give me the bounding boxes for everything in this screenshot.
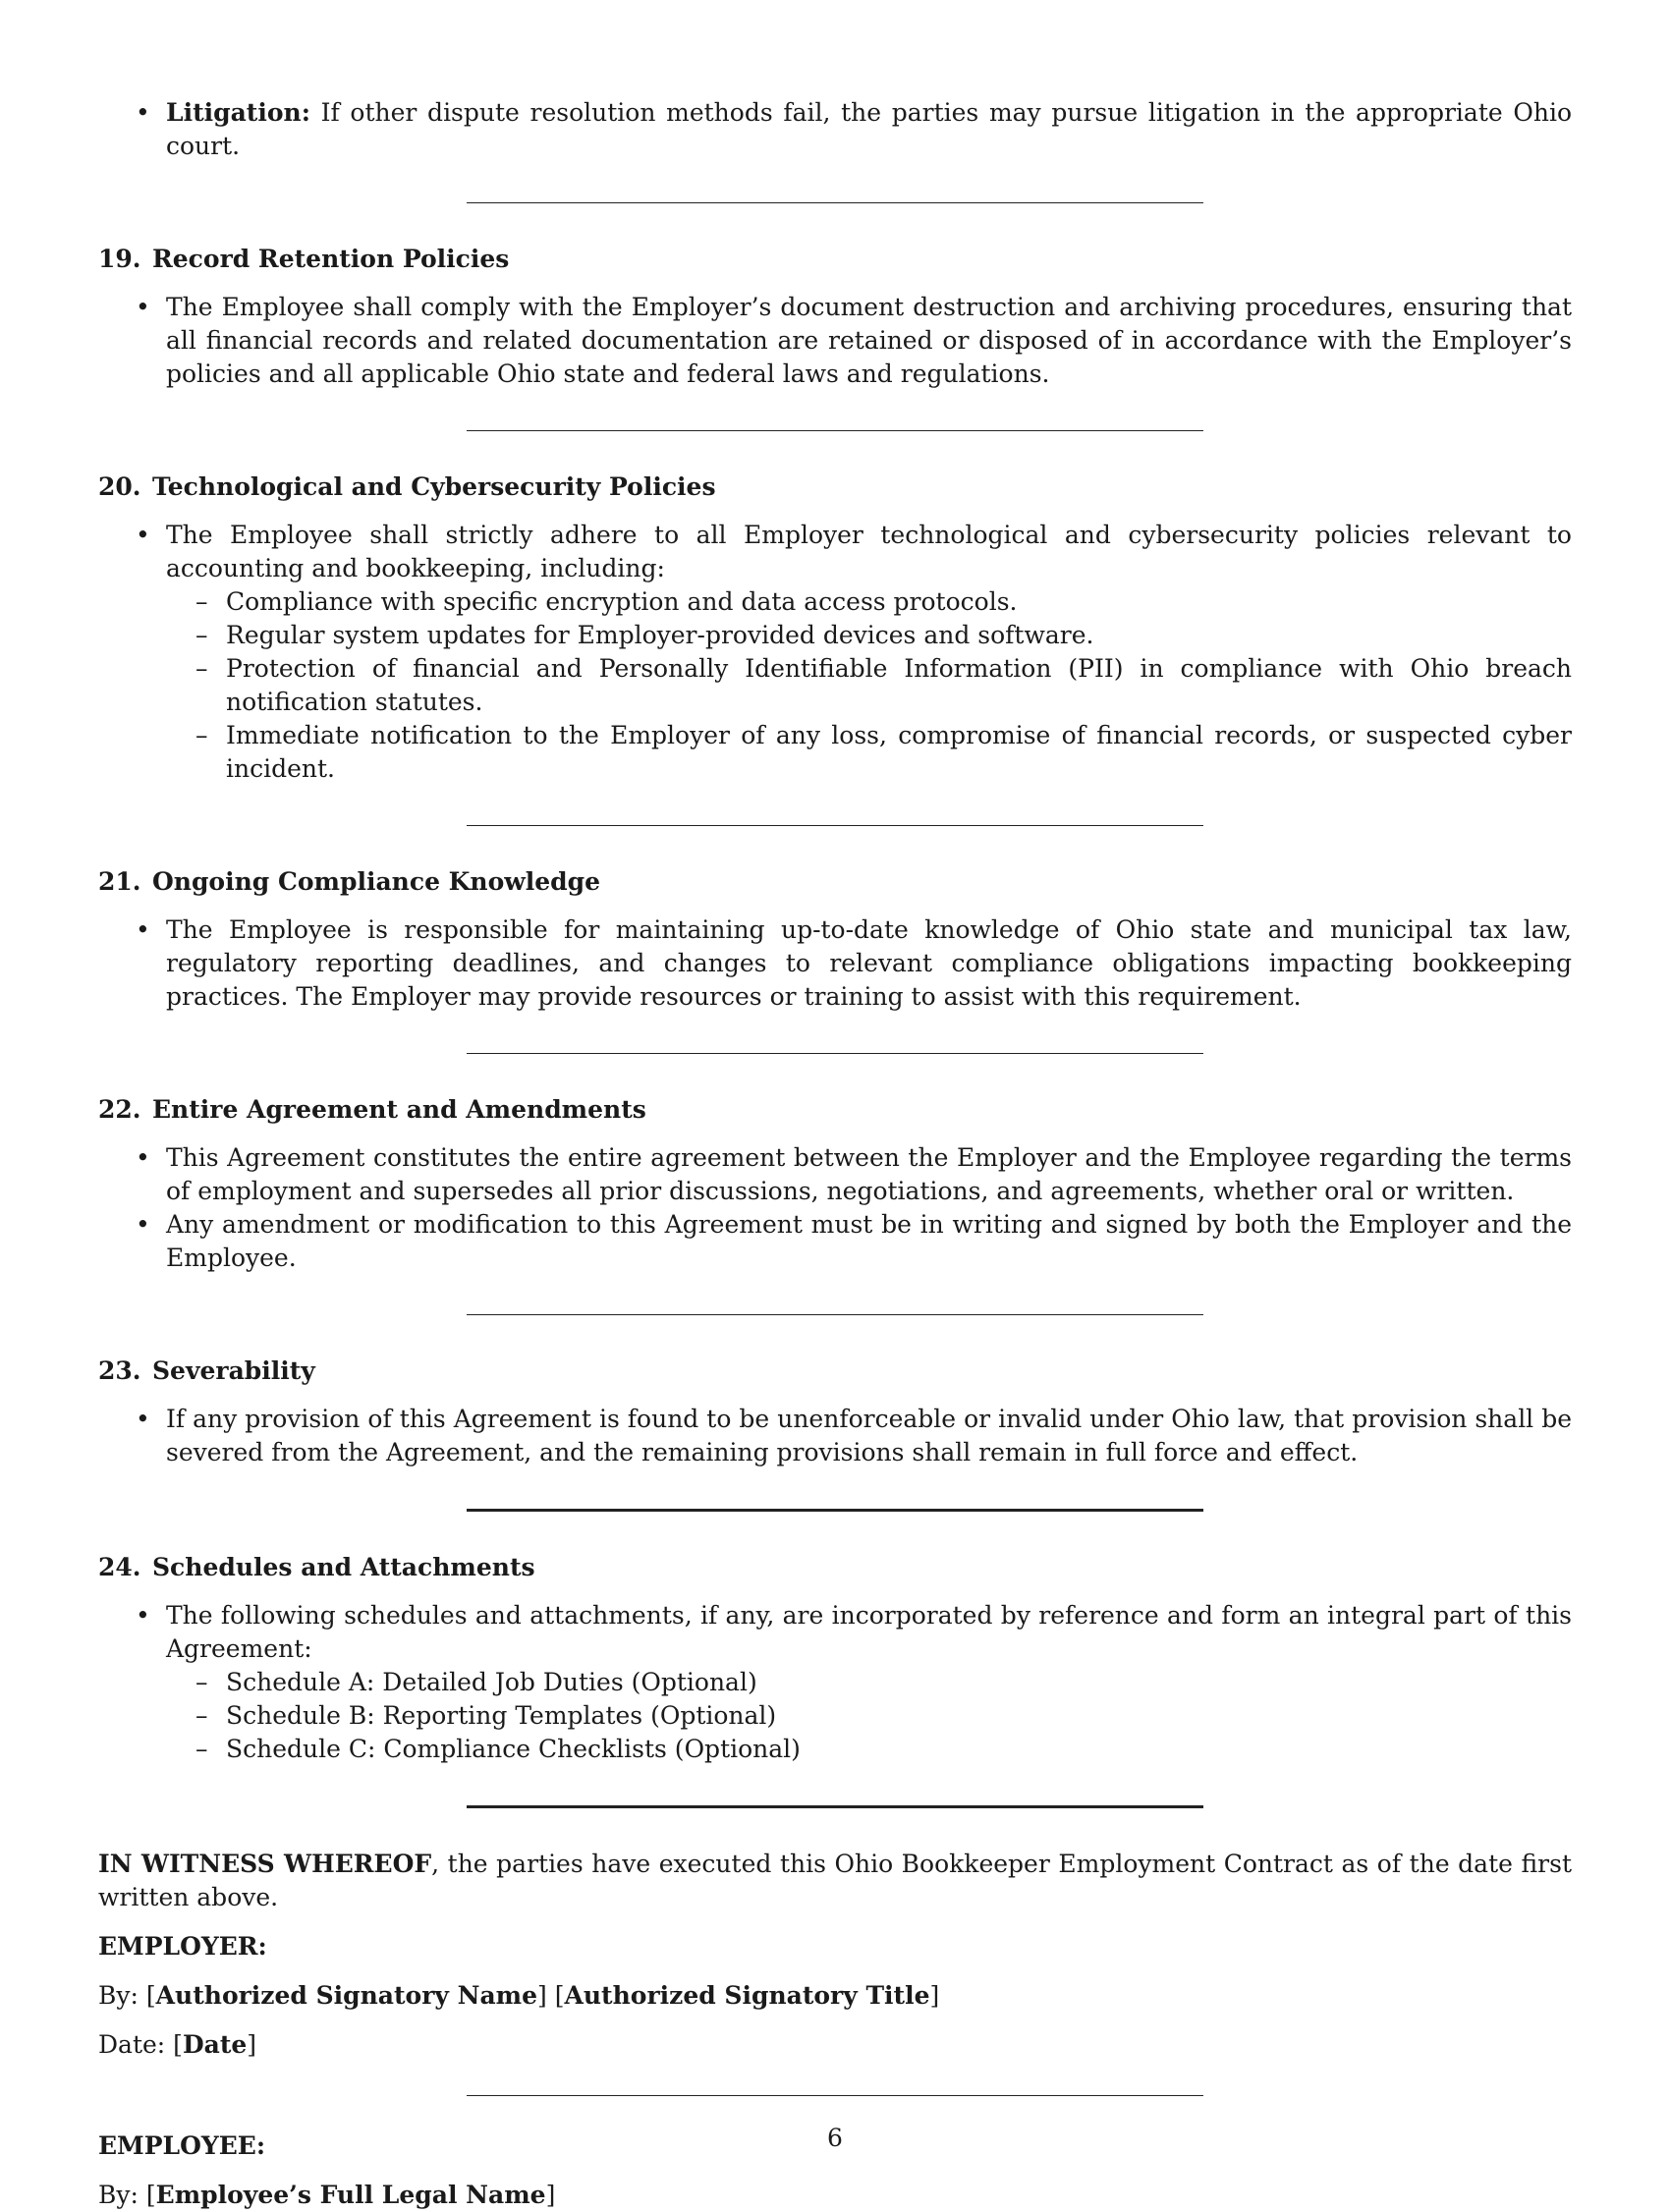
section-20 xyxy=(98,470,1572,786)
section-divider xyxy=(467,430,1203,431)
employee-label: EMPLOYEE: xyxy=(98,2131,266,2160)
list-item-text: The following schedules and attachments, if any, are incorporated by reference and form an integral part of this Agreement: xyxy=(166,1601,1572,1663)
section-number: 22. xyxy=(98,1095,141,1124)
section-22-list xyxy=(98,1141,1572,1275)
sub-list-item: – Schedule B: Reporting Templates (Optional) xyxy=(166,1699,1572,1733)
section-title: Record Retention Policies xyxy=(152,245,510,273)
employer-date-line: Date: [Date] xyxy=(98,2030,257,2059)
witness-text: , the parties have executed this Ohio Bookkeeper Employment Contract as of the date first written above. xyxy=(98,1850,1572,1911)
section-heading xyxy=(98,1551,1572,1584)
employee-signatory-line: By: [Employee’s Full Legal Name] xyxy=(98,2181,556,2209)
sub-list-item: – Schedule C: Compliance Checklists (Optional) xyxy=(166,1733,1572,1766)
contract-page xyxy=(98,96,1572,2212)
employer-by-prefix: By: xyxy=(98,1981,146,2010)
list-item xyxy=(98,519,1572,786)
section-20-list xyxy=(98,519,1572,786)
litigation-label: Litigation: xyxy=(166,98,310,127)
witness-clause xyxy=(98,1848,1572,1914)
sub-list-item: – Immediate notification to the Employer of any loss, compromise of financial records, or suspected cyber incident. xyxy=(166,719,1572,786)
employer-name-placeholder: Authorized Signatory Name xyxy=(155,1981,538,2010)
signature-divider xyxy=(467,2095,1203,2096)
section-heading xyxy=(98,1093,1572,1127)
section-number: 23. xyxy=(98,1356,141,1385)
list-item: • The Employee is responsible for maintaining up-to-date knowledge of Ohio state and municipal tax law, regulatory reporting deadlines, and changes to relevant compliance obligations impacting bookkeeping practices. The Employer may provide resources or training to assist with this requirement. xyxy=(98,913,1572,1014)
section-number: 21. xyxy=(98,867,141,896)
section-divider xyxy=(467,825,1203,826)
section-heading xyxy=(98,470,1572,504)
section-heading xyxy=(98,865,1572,899)
section-divider xyxy=(467,1805,1203,1808)
section-21-list xyxy=(98,913,1572,1014)
employee-name-placeholder: Employee’s Full Legal Name xyxy=(155,2181,546,2209)
section-24 xyxy=(98,1551,1572,1766)
employer-date-prefix: Date: xyxy=(98,2030,174,2059)
list-item: • This Agreement constitutes the entire agreement between the Employer and the Employee regarding the terms of employment and supersedes all prior discussions, negotiations, and agreements, whether oral or written. xyxy=(98,1141,1572,1208)
section-title: Entire Agreement and Amendments xyxy=(152,1095,646,1124)
sub-list-item: – Regular system updates for Employer-provided devices and software. xyxy=(166,619,1572,652)
section-23 xyxy=(98,1355,1572,1469)
witness-lead: IN WITNESS WHEREOF xyxy=(98,1850,432,1878)
list-item: • If any provision of this Agreement is found to be unenforceable or invalid under Ohio law, that provision shall be severed from the Agreement, and the remaining provisions shall remain in full force and effect. xyxy=(98,1403,1572,1469)
sub-list-item: – Protection of financial and Personally Identifiable Information (PII) in compliance with Ohio breach notification statutes. xyxy=(166,652,1572,719)
list-item-text: The Employee shall strictly adhere to all Employer technological and cybersecurity policies relevant to accounting and bookkeeping, including: xyxy=(166,521,1572,582)
section-divider xyxy=(467,202,1203,203)
list-item: • Any amendment or modification to this Agreement must be in writing and signed by both the Employer and the Employee. xyxy=(98,1208,1572,1275)
section-divider xyxy=(467,1314,1203,1315)
employer-signatory-line: By: [Authorized Signatory Name] [Authorized Signatory Title] xyxy=(98,1981,940,2010)
litigation-text: If other dispute resolution methods fail, the parties may pursue litigation in the appropriate Ohio court. xyxy=(166,98,1572,160)
employer-title-placeholder: Authorized Signatory Title xyxy=(564,1981,930,2010)
section-heading xyxy=(98,1355,1572,1388)
section-title: Severability xyxy=(152,1356,315,1385)
section-22 xyxy=(98,1093,1572,1275)
section-title: Technological and Cybersecurity Policies xyxy=(152,472,716,501)
sub-list-item: – Compliance with specific encryption and data access protocols. xyxy=(166,585,1572,619)
employer-label: EMPLOYER: xyxy=(98,1932,267,1961)
list-item: • The Employee shall comply with the Employer’s document destruction and archiving procedures, ensuring that all financial records and related documentation are retained or disposed of in accordance with the Employer’s policies and all applicable Ohio state and federal laws and regulations. xyxy=(98,291,1572,391)
page-number: 6 xyxy=(827,2124,843,2152)
section-title: Ongoing Compliance Knowledge xyxy=(152,867,601,896)
section-24-list xyxy=(98,1599,1572,1766)
section-heading xyxy=(98,243,1572,276)
section-divider xyxy=(467,1053,1203,1054)
section-24-sublist xyxy=(166,1666,1572,1766)
section-19 xyxy=(98,243,1572,391)
section-21 xyxy=(98,865,1572,1014)
section-number: 19. xyxy=(98,245,141,273)
litigation-bullet xyxy=(98,96,1572,163)
list-item xyxy=(98,1599,1572,1766)
litigation-list xyxy=(98,96,1572,163)
sub-list-item: – Schedule A: Detailed Job Duties (Optional) xyxy=(166,1666,1572,1699)
section-19-list xyxy=(98,291,1572,391)
employer-date-placeholder: Date xyxy=(182,2030,248,2059)
section-title: Schedules and Attachments xyxy=(152,1553,535,1581)
section-divider xyxy=(467,1509,1203,1512)
employee-by-prefix: By: xyxy=(98,2181,146,2209)
section-20-sublist xyxy=(166,585,1572,786)
section-number: 20. xyxy=(98,472,141,501)
section-number: 24. xyxy=(98,1553,141,1581)
section-23-list xyxy=(98,1403,1572,1469)
